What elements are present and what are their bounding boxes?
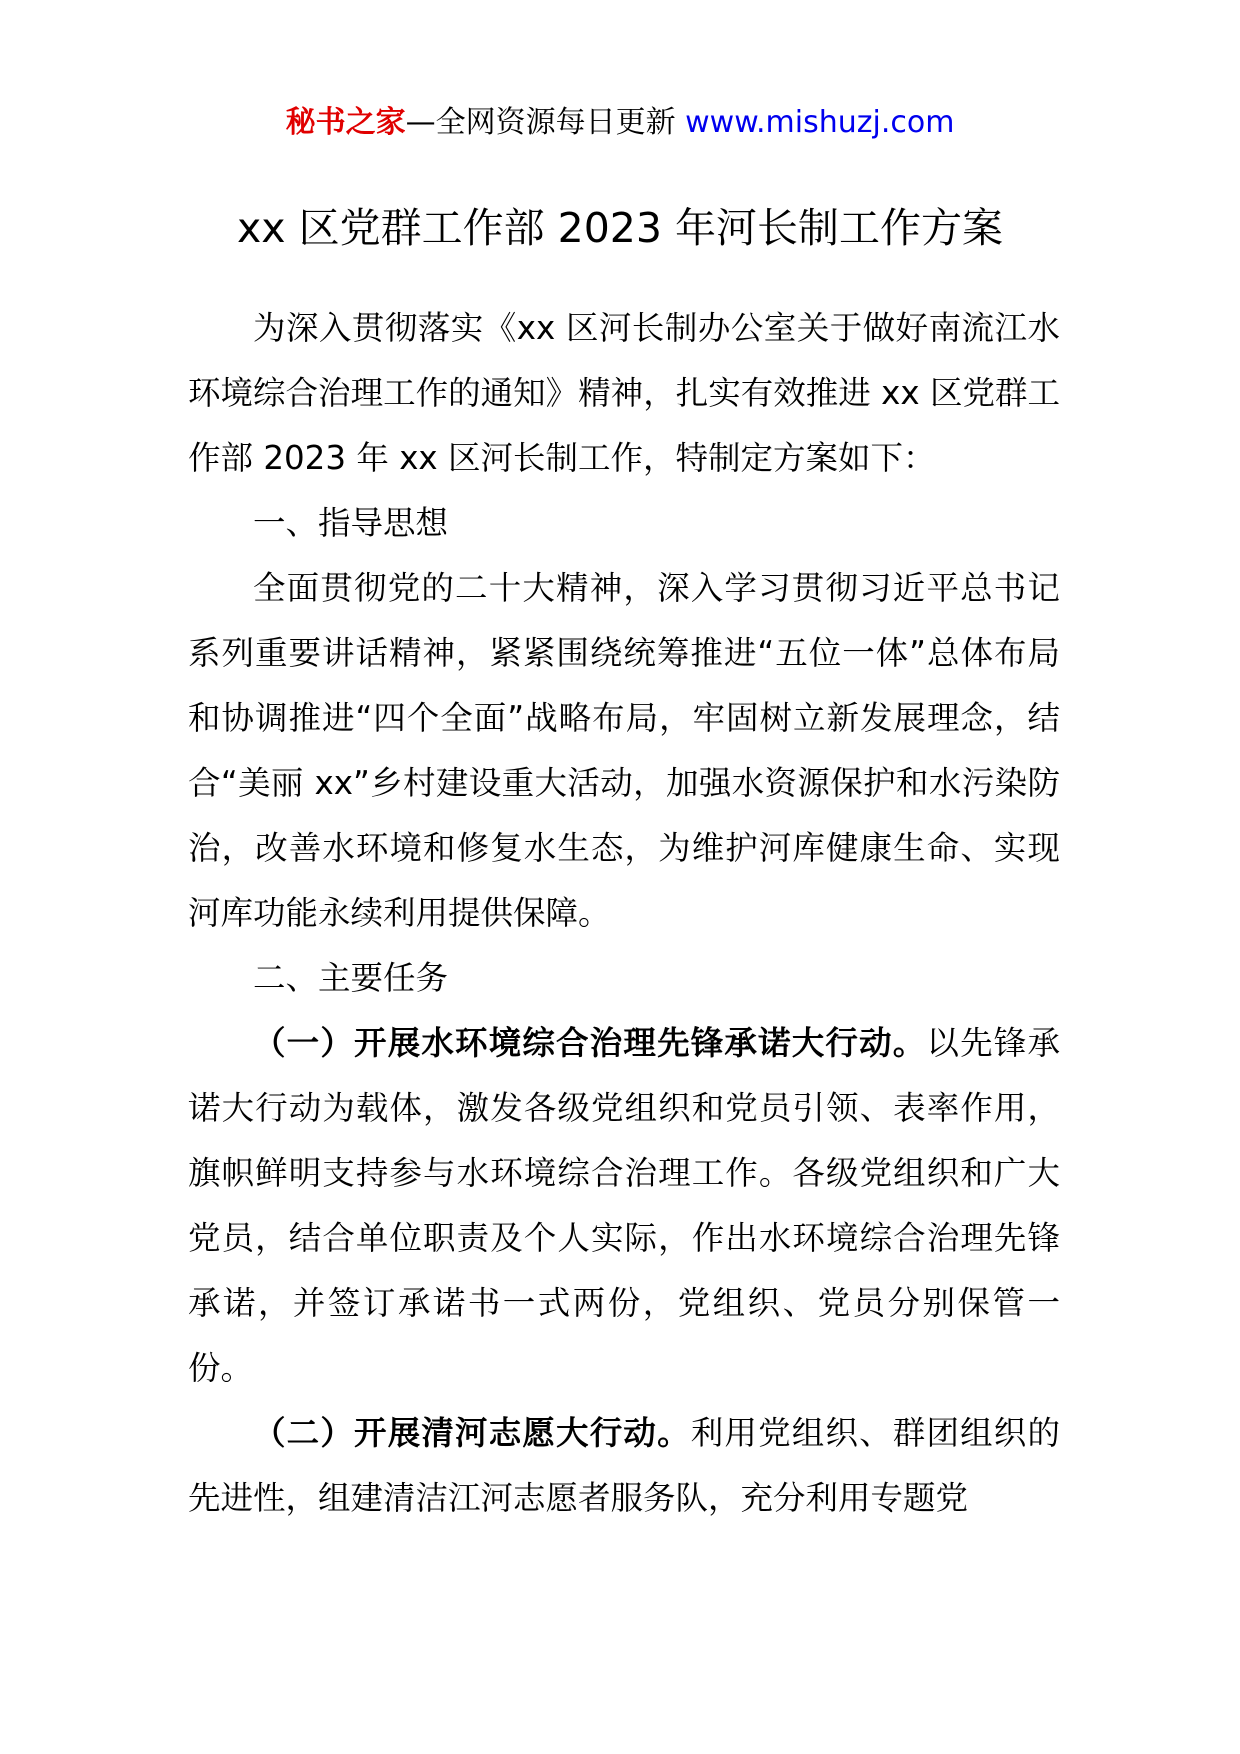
brand-name: 秘书之家 [285, 105, 406, 140]
task-1-text: 以先锋承诺大行动为载体，激发各级党组织和党员引领、表率作用，旗帜鲜明支持参与水环境综合治理工作。各级党组织和广大党员，结合单位职责及个人实际，作出水环境综合治理先锋承诺，并签订承诺书一式两份，党组织、党员分别保管一份。 [188, 1024, 1060, 1387]
site-header [0, 100, 1240, 146]
section-heading-guiding-ideology: 一、指导思想 [253, 504, 449, 542]
task-2-text: 利用党组织、群团组织的先进性，组建清洁江河志愿者服务队，充分利用专题党 [188, 1414, 1060, 1517]
task-2-lead: （二）开展清河志愿大行动。 [253, 1414, 691, 1452]
intro-paragraph: 为深入贯彻落实《xx 区河长制办公室关于做好南流江水环境综合治理工作的通知》精神，扎实有效推进 xx 区党群工作部 2023 年 xx 区河长制工作，特制定方案如下： [188, 309, 1060, 477]
document-title: xx 区党群工作部 2023 年河长制工作方案 [237, 204, 1003, 252]
header-slogan: —全网资源每日更新 [405, 105, 686, 140]
section-heading-main-tasks: 二、主要任务 [253, 959, 449, 997]
document-body [188, 296, 1060, 1531]
task-2-paragraph [188, 1401, 1060, 1531]
task-1-lead: （一）开展水环境综合治理先锋承诺大行动。 [253, 1024, 927, 1062]
site-url[interactable]: www.mishuzj.com [685, 105, 955, 140]
task-1-paragraph [188, 1011, 1060, 1401]
guiding-ideology-paragraph: 全面贯彻党的二十大精神，深入学习贯彻习近平总书记系列重要讲话精神，紧紧围绕统筹推进“五位一体”总体布局和协调推进“四个全面”战略布局，牢固树立新发展理念，结合“美丽 xx”乡村建设重大活动，加强水资源保护和水污染防治，改善水环境和修复水生态，为维护河库健康生命、实现河库功能永续利用提供保障。 [188, 569, 1060, 932]
